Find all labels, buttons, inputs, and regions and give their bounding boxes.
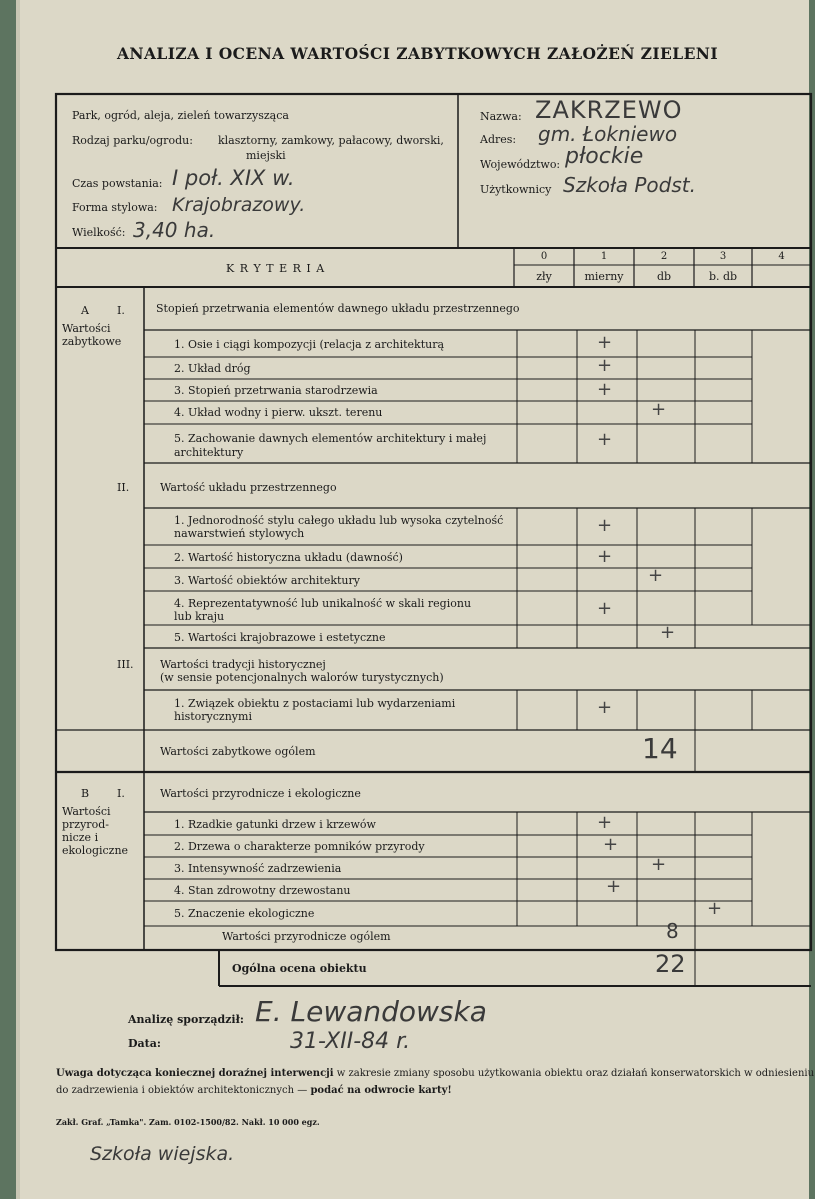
style-form-label: Forma stylowa: xyxy=(72,201,158,214)
scale-label-3: b. db xyxy=(708,270,738,283)
section-b-name-2: przyrod- xyxy=(62,818,109,831)
mark-a1-3: + xyxy=(597,379,613,400)
mark-a2-1: + xyxy=(597,515,613,536)
item-b-3: 3. Intensywność zadrzewienia xyxy=(174,862,342,875)
item-a3-1-cont: historycznymi xyxy=(174,710,252,723)
address-value: gm. Łokniewo xyxy=(538,122,678,146)
mark-b-3: + xyxy=(651,854,667,875)
mark-a3-1: + xyxy=(597,697,613,718)
item-a1-2: 2. Układ dróg xyxy=(174,362,251,375)
item-a2-5: 5. Wartości krajobrazowe i estetyczne xyxy=(174,631,386,644)
group-2-roman: II. xyxy=(117,481,130,494)
item-a2-1-cont: nawarstwień stylowych xyxy=(174,527,305,540)
scale-num-3: 3 xyxy=(719,251,727,262)
mark-b-1: + xyxy=(597,812,613,833)
date-value: 31-XII-84 r. xyxy=(290,1029,411,1054)
section-a-name-2: zabytkowe xyxy=(62,335,122,348)
item-b-1: 1. Rzadkie gatunki drzew i krzewów xyxy=(174,818,376,831)
scale-num-0: 0 xyxy=(540,251,548,262)
analysed-by-signature: E. Lewandowska xyxy=(255,995,487,1028)
mark-a1-4: + xyxy=(651,399,667,420)
section-b-roman: I. xyxy=(117,787,125,800)
overall-value: 22 xyxy=(655,950,686,978)
scale-label-1: mierny xyxy=(584,270,624,283)
park-type-label: Park, ogród, aleja, zieleń towarzysząca xyxy=(72,109,289,122)
overall-label: Ogólna ocena obiektu xyxy=(232,962,367,975)
size-label: Wielkość: xyxy=(72,226,126,239)
name-value: ZAKRZEWO xyxy=(535,96,683,124)
scale-label-0: zły xyxy=(536,270,552,283)
item-a2-1: 1. Jednorodność stylu całego układu lub wysoka czytelność xyxy=(174,514,504,527)
item-a1-5-cont: architektury xyxy=(174,446,244,459)
section-b-name-3: nicze i xyxy=(62,831,99,844)
mark-a1-5: + xyxy=(597,429,613,450)
mark-b-4: + xyxy=(606,876,622,897)
item-a2-4-cont: lub kraju xyxy=(174,610,225,623)
mark-a2-5: + xyxy=(660,622,676,643)
item-a1-1: 1. Osie i ciągi kompozycji (relacja z architekturą xyxy=(174,338,445,351)
creation-time-value: I poł. XIX w. xyxy=(172,166,295,190)
group-3-heading-2: (w sensie potencjonalnych walorów turystycznych) xyxy=(160,671,444,684)
group-2-heading: Wartość układu przestrzennego xyxy=(160,481,337,494)
nature-heading: Wartości przyrodnicze i ekologiczne xyxy=(160,787,361,800)
voivodeship-value: płockie xyxy=(565,144,644,169)
group-1-heading: Stopień przetrwania elementów dawnego układu przestrzennego xyxy=(156,302,520,315)
scale-label-2: db xyxy=(656,270,672,283)
creation-time-label: Czas powstania: xyxy=(72,177,163,190)
item-a3-1: 1. Związek obiektu z postaciami lub wydarzeniami xyxy=(174,697,456,710)
item-b-4: 4. Stan zdrowotny drzewostanu xyxy=(174,884,351,897)
analysed-by-label: Analizę sporządził: xyxy=(128,1013,244,1026)
park-kind-options: klasztorny, zamkowy, pałacowy, dworski, xyxy=(218,134,444,147)
item-a1-5: 5. Zachowanie dawnych elementów architektury i małej xyxy=(174,432,487,445)
section-a-roman: I. xyxy=(117,304,125,317)
item-a2-4: 4. Reprezentatywność lub unikalność w skali regionu xyxy=(174,597,472,610)
scale-num-1: 1 xyxy=(600,251,608,262)
section-a-name: Wartości xyxy=(62,322,111,335)
heritage-total-label: Wartości zabytkowe ogólem xyxy=(160,745,316,758)
item-a2-2: 2. Wartość historyczna układu (dawność) xyxy=(174,551,403,564)
address-label: Adres: xyxy=(480,133,517,146)
section-b-name-4: ekologiczne xyxy=(62,844,129,857)
intervention-note-rest: w zakresie zmiany sposobu użytkowania obiektu oraz działań konserwatorskich xyxy=(336,1068,741,1079)
item-a2-3: 3. Wartość obiektów architektury xyxy=(174,574,360,587)
item-b-2: 2. Drzewa o charakterze pomników przyrody xyxy=(174,840,425,853)
handwritten-note: Szkoła wiejska. xyxy=(90,1143,235,1165)
park-kind-label: Rodzaj parku/ogrodu: xyxy=(72,134,193,147)
item-b-5: 5. Znaczenie ekologiczne xyxy=(174,907,315,920)
intervention-note-bold2: podać na odwrocie karty! xyxy=(310,1085,452,1096)
heritage-total-value: 14 xyxy=(642,732,678,765)
name-label: Nazwa: xyxy=(480,110,522,123)
users-value: Szkoła Podst. xyxy=(563,173,696,197)
intervention-note-line2: w odniesieniu do zadrzewienia i obiektów architektonicznych — xyxy=(56,1068,815,1096)
item-a1-3: 3. Stopień przetrwania starodrzewia xyxy=(174,384,378,397)
section-a-letter: A xyxy=(81,304,89,317)
mark-a2-4: + xyxy=(597,598,613,619)
users-label: Użytkownicy xyxy=(480,183,552,196)
park-kind-options-2: miejski xyxy=(246,149,286,162)
scale-num-2: 2 xyxy=(660,251,668,262)
mark-a1-1: + xyxy=(597,332,613,353)
style-form-value: Krajobrazowy. xyxy=(172,194,306,216)
section-b-letter: B xyxy=(81,787,90,800)
intervention-note-bold: Uwaga dotycząca koniecznej doraźnej interwencji xyxy=(56,1068,334,1079)
group-3-roman: III. xyxy=(117,658,134,671)
scale-num-4: 4 xyxy=(778,251,785,262)
item-a1-4: 4. Układ wodny i pierw. ukszt. terenu xyxy=(174,406,383,419)
intervention-note xyxy=(56,1065,815,1099)
date-label: Data: xyxy=(128,1037,161,1050)
mark-a1-2: + xyxy=(597,355,613,376)
group-3-heading: Wartości tradycji historycznej xyxy=(160,658,326,671)
section-b-name: Wartości xyxy=(62,805,111,818)
mark-a2-3: + xyxy=(648,565,664,586)
printer-imprint: Zakł. Graf. „Tamka". Zam. 0102-1500/82. Nakł. 10 000 egz. xyxy=(56,1117,320,1127)
mark-a2-2: + xyxy=(597,546,613,567)
criteria-heading: K R Y T E R I A xyxy=(226,262,326,275)
mark-b-2: + xyxy=(603,834,619,855)
voivodeship-label: Województwo: xyxy=(480,158,561,171)
page-title: ANALIZA I OCENA WARTOŚCI ZABYTKOWYCH ZAŁOŻEŃ ZIELENI xyxy=(116,44,718,63)
mark-b-5: + xyxy=(707,898,723,919)
nature-total-label: Wartości przyrodnicze ogólem xyxy=(222,930,391,943)
size-value: 3,40 ha. xyxy=(133,218,216,242)
nature-total-value: 8 xyxy=(666,919,679,943)
